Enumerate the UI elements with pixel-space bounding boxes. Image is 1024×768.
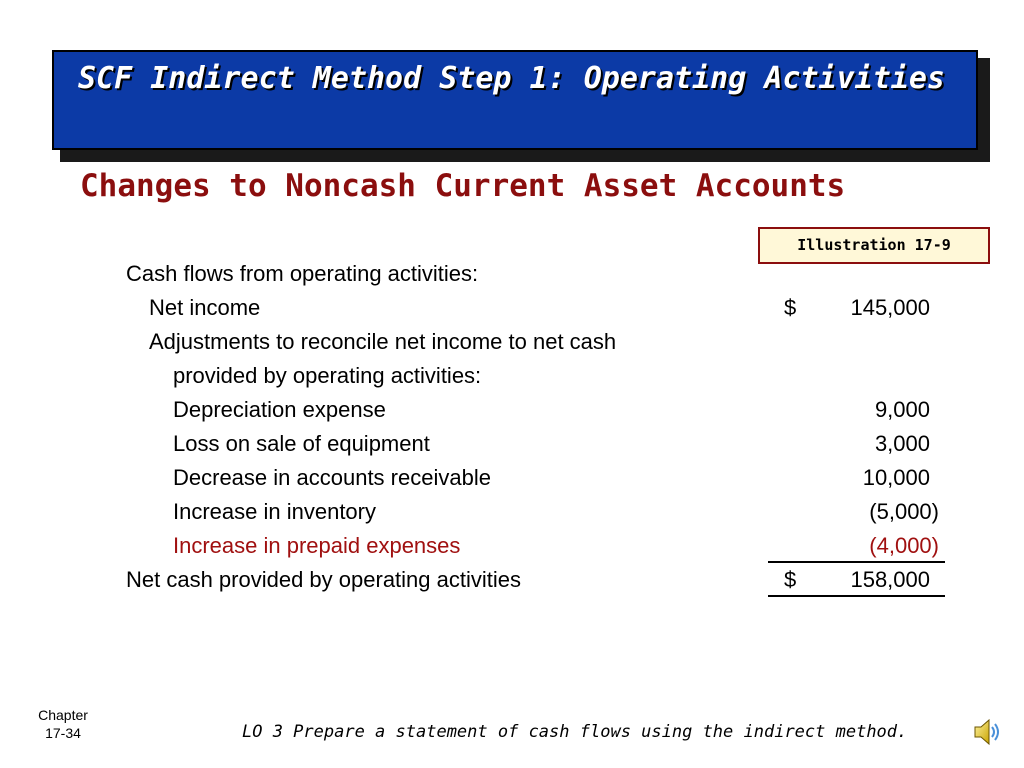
line-item-loss-on-sale: [0, 427, 1024, 461]
line-item-label: Increase in prepaid expenses: [173, 533, 461, 558]
statement-heading: Cash flows from operating activities:: [126, 261, 479, 286]
slide-title: SCF Indirect Method Step 1: Operating Activities: [78, 61, 945, 96]
speaker-icon[interactable]: [972, 716, 1002, 748]
adjustments-row-1: [0, 325, 1024, 359]
line-item-amount: 3,000: [874, 431, 930, 456]
line-item-inventory: [0, 495, 1024, 529]
total-label: Net cash provided by operating activities: [126, 567, 521, 592]
illustration-label: Illustration 17-9: [758, 227, 990, 264]
total-row: [0, 563, 1024, 597]
net-income-label: Net income: [149, 295, 261, 320]
statement-heading-row: [0, 257, 1024, 291]
total-rule: [768, 595, 945, 597]
total-amount: 158,000: [850, 567, 930, 592]
adjustments-row-2: [0, 359, 1024, 393]
line-item-amount: (5,000): [869, 499, 939, 524]
line-item-depreciation: [0, 393, 1024, 427]
line-item-amount: (4,000): [869, 533, 939, 558]
line-item-label: Increase in inventory: [173, 499, 376, 524]
net-income-amount: 145,000: [850, 295, 930, 320]
chapter-label: [28, 706, 98, 742]
chapter-number: 17-34: [45, 725, 81, 741]
adjustments-label-line2: provided by operating activities:: [173, 363, 482, 388]
line-item-accounts-receivable: [0, 461, 1024, 495]
line-item-label: Loss on sale of equipment: [173, 431, 430, 456]
adjustments-label-line1: Adjustments to reconcile net income to net cash: [149, 329, 617, 354]
line-item-label: Decrease in accounts receivable: [173, 465, 491, 490]
net-income-currency: $: [784, 295, 797, 320]
total-currency: $: [784, 567, 797, 592]
line-item-label: Depreciation expense: [173, 397, 386, 422]
line-item-amount: 10,000: [862, 465, 930, 490]
line-item-prepaid-expenses: [0, 529, 1024, 563]
learning-objective-footer: LO 3 Prepare a statement of cash flows using the indirect method.: [242, 722, 908, 742]
net-income-row: [0, 291, 1024, 325]
line-item-amount: 9,000: [874, 397, 930, 422]
slide-subtitle: Changes to Noncash Current Asset Accounts: [80, 168, 846, 204]
chapter-text: Chapter: [38, 707, 88, 723]
title-box: [52, 50, 978, 150]
